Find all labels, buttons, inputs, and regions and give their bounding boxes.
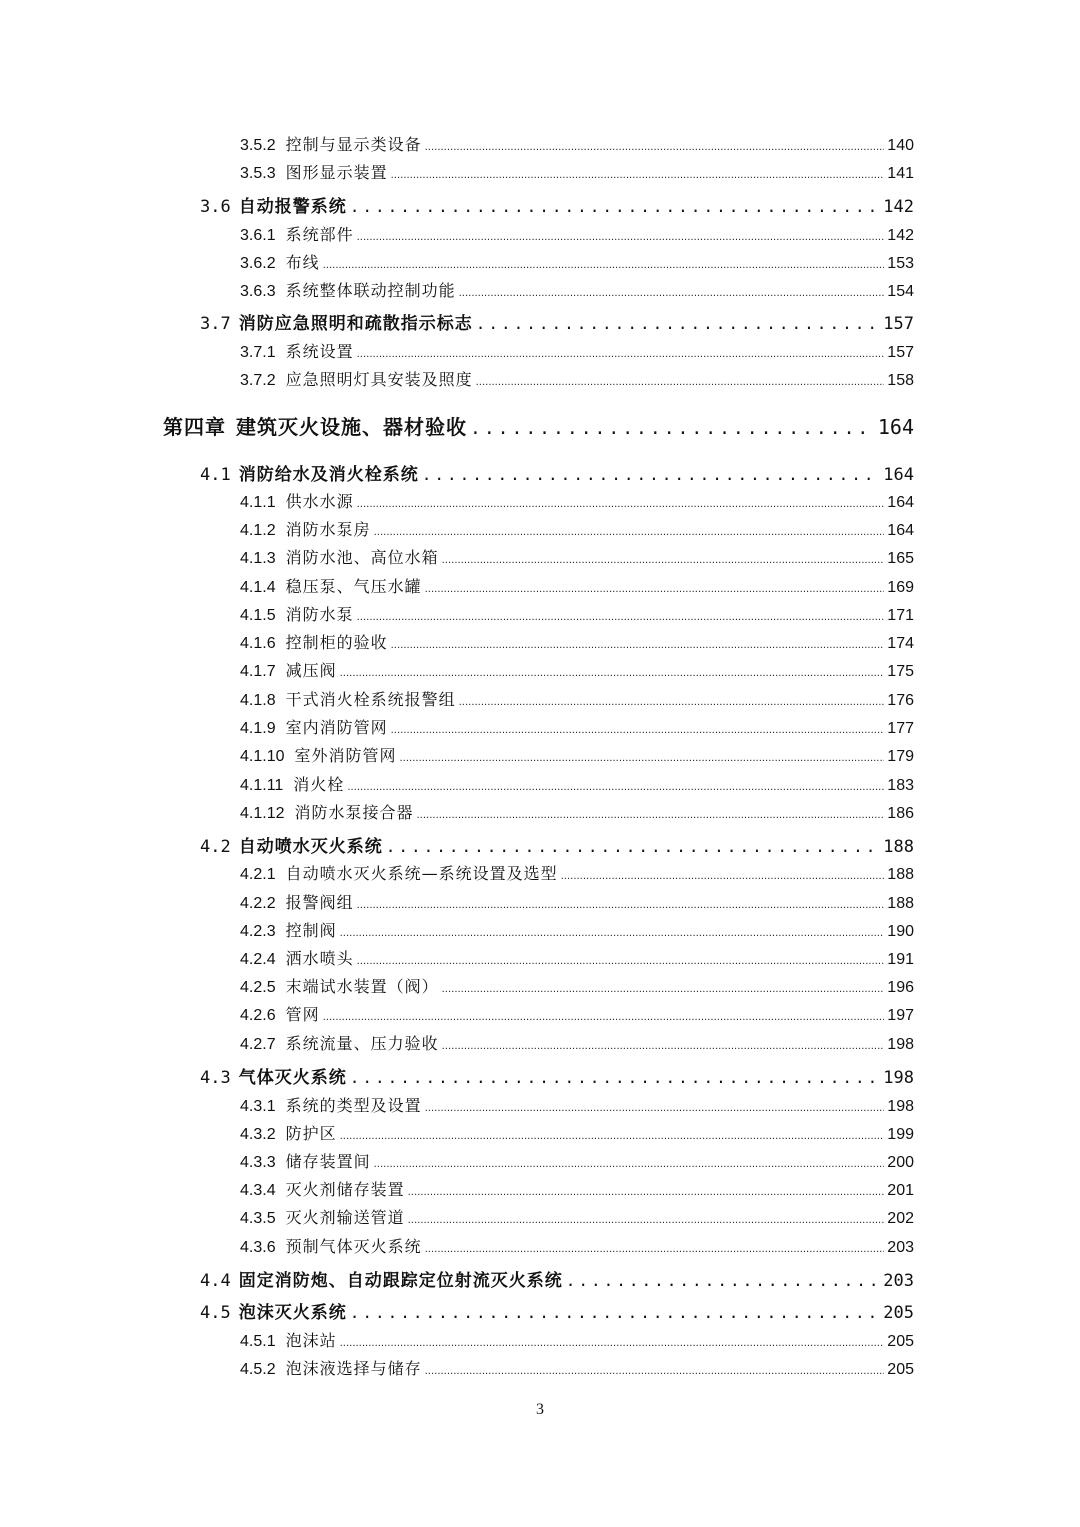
toc-entry-title: 消火栓	[293, 775, 345, 794]
toc-entry-number: 3.5.2	[240, 137, 276, 154]
toc-entry-page: 198	[887, 1098, 914, 1115]
toc-subsection-entry	[240, 774, 914, 796]
toc-entry-title: 泡沫站	[285, 1331, 337, 1350]
toc-entry-page: 196	[887, 979, 914, 996]
toc-subsection-entry	[240, 1358, 914, 1380]
toc-entry-title: 洒水喷头	[285, 949, 354, 968]
toc-dot-leader	[386, 835, 881, 859]
toc-entry-number: 4.3.1	[240, 1098, 276, 1115]
toc-entry-number: 3.6.2	[240, 255, 276, 272]
toc-entry-title: 布线	[285, 253, 320, 272]
toc-subsection-entry	[240, 863, 914, 885]
toc-entry-number: 4.2.3	[240, 923, 276, 940]
toc-subsection-entry	[240, 162, 914, 184]
toc-dot-leader	[350, 195, 881, 219]
toc-section-entry	[200, 463, 914, 487]
toc-entry-number: 4.1.9	[240, 720, 276, 737]
toc-entry-page: 164	[877, 415, 914, 439]
toc-entry-page: 171	[887, 607, 914, 624]
toc-entry-page: 157	[883, 314, 914, 334]
toc-dot-leader	[425, 1239, 885, 1261]
toc-entry-page: 186	[887, 805, 914, 822]
toc-entry-title: 消防水泵房	[285, 520, 371, 539]
toc-entry-number: 4.1.12	[240, 805, 285, 822]
toc-subsection-entry	[240, 547, 914, 569]
toc-entry-number: 3.6.1	[240, 227, 276, 244]
toc-entry-title: 室外消防管网	[294, 746, 397, 765]
toc-dot-leader	[347, 777, 884, 799]
toc-subsection-entry	[240, 604, 914, 626]
toc-dot-leader	[350, 1301, 881, 1325]
toc-entry-number: 4.3.5	[240, 1210, 276, 1227]
toc-entry-title: 图形显示装置	[285, 163, 388, 182]
toc-dot-leader	[408, 1182, 885, 1204]
toc-entry-title: 系统设置	[285, 342, 354, 361]
toc-dot-leader	[442, 550, 885, 572]
toc-entry-number: 4.4	[200, 1271, 231, 1291]
toc-subsection-entry	[240, 1033, 914, 1055]
toc-subsection-entry	[240, 745, 914, 767]
toc-entry-page: 188	[887, 866, 914, 883]
toc-entry-title: 系统整体联动控制功能	[285, 281, 456, 300]
toc-entry-title: 预制气体灭火系统	[285, 1237, 422, 1256]
toc-entry-number: 4.1.2	[240, 522, 276, 539]
toc-dot-leader	[340, 1333, 885, 1355]
toc-dot-leader	[422, 463, 881, 487]
toc-entry-number: 3.6.3	[240, 283, 276, 300]
toc-entry-title: 气体灭火系统	[238, 1068, 347, 1088]
toc-entry-number: 4.3	[200, 1068, 231, 1088]
toc-dot-leader	[425, 137, 885, 159]
toc-dot-leader	[476, 312, 881, 336]
toc-entry-page: 164	[887, 494, 914, 511]
toc-dot-leader	[417, 805, 885, 827]
toc-entry-page: 164	[887, 522, 914, 539]
toc-entry-number: 第四章	[163, 415, 226, 439]
toc-dot-leader	[357, 951, 885, 973]
toc-entry-title: 控制阀	[285, 921, 337, 940]
toc-entry-title: 报警阀组	[285, 893, 354, 912]
toc-dot-leader	[442, 1036, 885, 1058]
toc-entry-number: 4.2.5	[240, 979, 276, 996]
toc-entry-page: 188	[887, 895, 914, 912]
toc-subsection-entry	[240, 717, 914, 739]
toc-entry-number: 3.7.1	[240, 344, 276, 361]
toc-entry-number: 4.5.1	[240, 1333, 276, 1350]
toc-dot-leader	[470, 415, 875, 443]
toc-subsection-entry	[240, 224, 914, 246]
toc-dot-leader	[566, 1269, 881, 1293]
toc-dot-leader	[425, 579, 885, 601]
toc-subsection-entry	[240, 1236, 914, 1258]
toc-subsection-entry	[240, 491, 914, 513]
toc-subsection-entry	[240, 1095, 914, 1117]
toc-dot-leader	[391, 165, 885, 187]
toc-entry-page: 201	[887, 1182, 914, 1199]
toc-dot-leader	[357, 227, 885, 249]
toc-chapter-entry	[163, 413, 914, 441]
toc-section-entry	[200, 312, 914, 336]
toc-entry-title: 末端试水装置（阀）	[285, 977, 439, 996]
toc-dot-leader	[374, 522, 885, 544]
toc-entry-title: 灭火剂输送管道	[285, 1208, 405, 1227]
toc-entry-page: 141	[887, 165, 914, 182]
toc-entry-title: 泡沫灭火系统	[238, 1303, 347, 1323]
toc-entry-page: 177	[887, 720, 914, 737]
toc-entry-number: 4.1.5	[240, 607, 276, 624]
toc-entry-number: 4.1.4	[240, 579, 276, 596]
toc-entry-page: 176	[887, 692, 914, 709]
toc-entry-number: 4.3.4	[240, 1182, 276, 1199]
toc-entry-number: 3.5.3	[240, 165, 276, 182]
toc-entry-page: 183	[887, 777, 914, 794]
toc-entry-number: 4.1	[200, 465, 231, 485]
toc-subsection-entry	[240, 689, 914, 711]
toc-entry-number: 4.1.1	[240, 494, 276, 511]
toc-section-entry	[200, 1066, 914, 1090]
toc-subsection-entry	[240, 134, 914, 156]
page-number: 3	[536, 1401, 544, 1418]
toc-entry-page: 158	[887, 372, 914, 389]
toc-entry-title: 消防应急照明和疏散指示标志	[238, 314, 473, 334]
toc-entry-number: 4.3.3	[240, 1154, 276, 1171]
toc-entry-number: 3.7.2	[240, 372, 276, 389]
toc-entry-title: 系统的类型及设置	[285, 1096, 422, 1115]
toc-subsection-entry	[240, 802, 914, 824]
toc-entry-page: 154	[887, 283, 914, 300]
toc-entry-page: 140	[887, 137, 914, 154]
toc-subsection-entry	[240, 1330, 914, 1352]
toc-entry-number: 4.3.2	[240, 1126, 276, 1143]
toc-entry-number: 4.1.11	[240, 777, 284, 794]
toc-entry-page: 157	[887, 344, 914, 361]
toc-entry-title: 自动喷水灭火系统—系统设置及选型	[285, 864, 558, 883]
toc-subsection-entry	[240, 948, 914, 970]
toc-entry-title: 消防给水及消火栓系统	[238, 465, 419, 485]
toc-entry-number: 4.5.2	[240, 1361, 276, 1378]
toc-entry-page: 165	[887, 550, 914, 567]
toc-subsection-entry	[240, 341, 914, 363]
toc-entry-page: 190	[887, 923, 914, 940]
toc-entry-number: 4.1.8	[240, 692, 276, 709]
toc-entry-title: 消防水泵	[285, 605, 354, 624]
toc-entry-page: 169	[887, 579, 914, 596]
toc-entry-page: 205	[887, 1333, 914, 1350]
toc-subsection-entry	[240, 660, 914, 682]
toc-entry-page: 197	[887, 1007, 914, 1024]
toc-entry-title: 固定消防炮、自动跟踪定位射流灭火系统	[238, 1271, 563, 1291]
toc-entry-number: 4.5	[200, 1303, 231, 1323]
toc-entry-page: 179	[887, 748, 914, 765]
toc-entry-title: 控制柜的验收	[285, 633, 388, 652]
toc-entry-page: 142	[883, 197, 914, 217]
toc-subsection-entry	[240, 632, 914, 654]
toc-entry-number: 4.1.3	[240, 550, 276, 567]
toc-entry-page: 142	[887, 227, 914, 244]
toc-entry-page: 164	[883, 465, 914, 485]
toc-subsection-entry	[240, 1151, 914, 1173]
toc-dot-leader	[425, 1098, 885, 1120]
toc-entry-title: 储存装置间	[285, 1152, 371, 1171]
toc-dot-leader	[391, 720, 885, 742]
toc-entry-number: 4.2	[200, 837, 231, 857]
toc-dot-leader	[357, 494, 885, 516]
toc-dot-leader	[340, 923, 885, 945]
toc-entry-title: 消防水池、高位水箱	[285, 548, 439, 567]
toc-entry-page: 199	[887, 1126, 914, 1143]
toc-entry-title: 自动报警系统	[238, 197, 347, 217]
toc-subsection-entry	[240, 920, 914, 942]
toc-entry-page: 188	[883, 837, 914, 857]
toc-dot-leader	[561, 866, 885, 888]
toc-entry-number: 3.6	[200, 197, 231, 217]
toc-dot-leader	[357, 895, 885, 917]
toc-subsection-entry	[240, 976, 914, 998]
toc-dot-leader	[357, 607, 885, 629]
toc-entry-number: 4.3.6	[240, 1239, 276, 1256]
toc-entry-title: 消防水泵接合器	[294, 803, 414, 822]
toc-entry-title: 减压阀	[285, 661, 337, 680]
toc-dot-leader	[408, 1210, 885, 1232]
toc-entry-number: 4.1.7	[240, 663, 276, 680]
toc-entry-title: 系统部件	[285, 225, 354, 244]
toc-entry-page: 175	[887, 663, 914, 680]
toc-section-entry	[200, 195, 914, 219]
toc-subsection-entry	[240, 1179, 914, 1201]
toc-subsection-entry	[240, 519, 914, 541]
toc-entry-title: 干式消火栓系统报警组	[285, 690, 456, 709]
toc-entry-title: 应急照明灯具安装及照度	[285, 370, 473, 389]
toc-entry-title: 泡沫液选择与储存	[285, 1359, 422, 1378]
toc-dot-leader	[400, 748, 885, 770]
toc-dot-leader	[340, 1126, 885, 1148]
toc-dot-leader	[357, 344, 885, 366]
toc-subsection-entry	[240, 369, 914, 391]
toc-entry-page: 203	[883, 1271, 914, 1291]
toc-dot-leader	[391, 635, 885, 657]
toc-entry-number: 4.2.7	[240, 1036, 276, 1053]
toc-entry-number: 4.2.4	[240, 951, 276, 968]
toc-entry-title: 管网	[285, 1005, 320, 1024]
toc-entry-number: 4.2.6	[240, 1007, 276, 1024]
toc-entry-number: 4.1.6	[240, 635, 276, 652]
toc-subsection-entry	[240, 280, 914, 302]
toc-entry-number: 4.2.1	[240, 866, 276, 883]
toc-section-entry	[200, 1269, 914, 1293]
toc-subsection-entry	[240, 1004, 914, 1026]
toc-entry-title: 灭火剂储存装置	[285, 1180, 405, 1199]
toc-dot-leader	[323, 1007, 885, 1029]
toc-subsection-entry	[240, 1123, 914, 1145]
toc-entry-title: 供水水源	[285, 492, 354, 511]
toc-subsection-entry	[240, 576, 914, 598]
toc-dot-leader	[374, 1154, 885, 1176]
toc-subsection-entry	[240, 252, 914, 274]
toc-dot-leader	[323, 255, 885, 277]
toc-entry-page: 198	[887, 1036, 914, 1053]
toc-dot-leader	[459, 692, 885, 714]
toc-entry-page: 198	[883, 1068, 914, 1088]
toc-dot-leader	[425, 1361, 885, 1383]
toc-dot-leader	[350, 1066, 881, 1090]
toc-entry-title: 系统流量、压力验收	[285, 1034, 439, 1053]
toc-entry-page: 174	[887, 635, 914, 652]
toc-subsection-entry	[240, 892, 914, 914]
toc-subsection-entry	[240, 1207, 914, 1229]
toc-entry-title: 稳压泵、气压水罐	[285, 577, 422, 596]
toc-entry-title: 建筑灭火设施、器材验收	[236, 415, 467, 439]
toc-entry-title: 自动喷水灭火系统	[238, 837, 383, 857]
toc-entry-title: 室内消防管网	[285, 718, 388, 737]
toc-entry-title: 防护区	[285, 1124, 337, 1143]
toc-entry-page: 205	[887, 1361, 914, 1378]
toc-dot-leader	[442, 979, 885, 1001]
toc-entry-page: 202	[887, 1210, 914, 1227]
toc-entry-number: 4.2.2	[240, 895, 276, 912]
toc-dot-leader	[459, 283, 885, 305]
toc-entry-page: 200	[887, 1154, 914, 1171]
toc-dot-leader	[476, 372, 885, 394]
toc-entry-number: 3.7	[200, 314, 231, 334]
toc-entry-page: 153	[887, 255, 914, 272]
toc-entry-page: 205	[883, 1303, 914, 1323]
toc-section-entry	[200, 835, 914, 859]
toc-entry-number: 4.1.10	[240, 748, 285, 765]
toc-dot-leader	[340, 663, 885, 685]
toc-entry-page: 191	[887, 951, 914, 968]
toc-section-entry	[200, 1301, 914, 1325]
toc-entry-page: 203	[887, 1239, 914, 1256]
toc-entry-title: 控制与显示类设备	[285, 135, 422, 154]
